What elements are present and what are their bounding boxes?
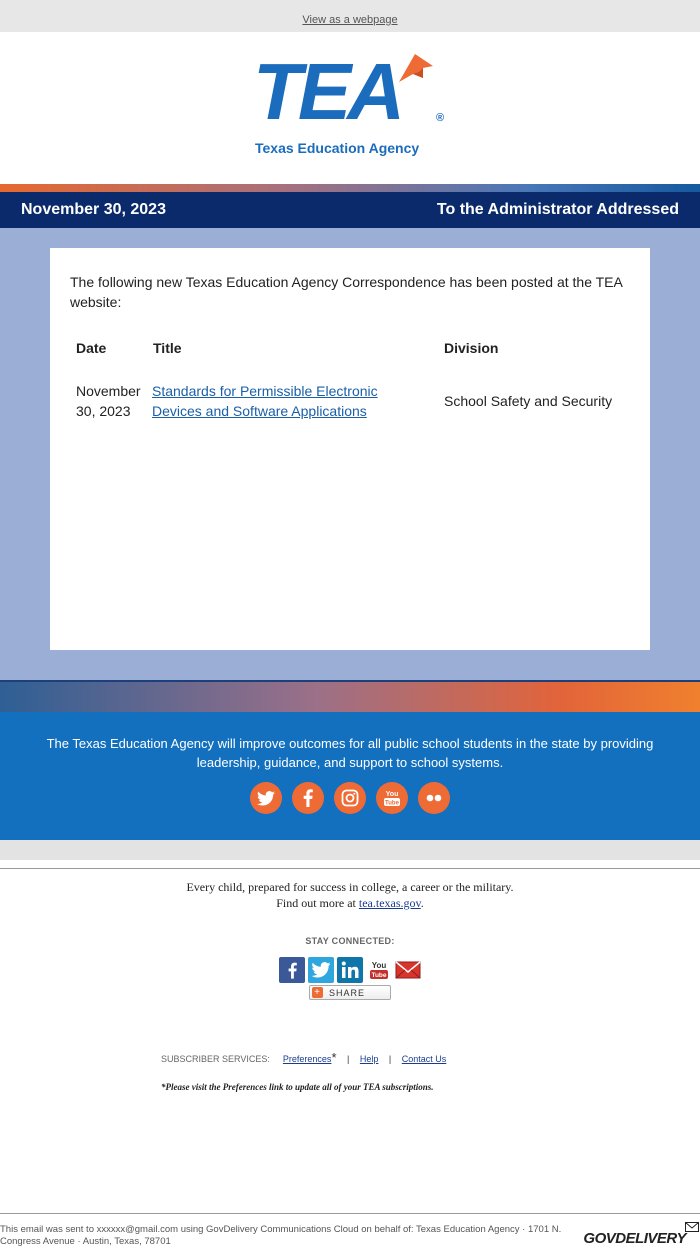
linkedin-icon[interactable] [337, 957, 363, 983]
recipient-text: To the Administrator Addressed [436, 201, 679, 218]
header-division: Division [444, 340, 499, 356]
plus-icon: + [312, 987, 323, 998]
help-link[interactable]: Help [359, 1054, 379, 1064]
find-more-text: Find out more at [276, 896, 359, 910]
facebook-icon[interactable] [279, 957, 305, 983]
view-as-webpage-link[interactable]: View as a webpage [302, 14, 398, 26]
grey-spacer [0, 840, 700, 860]
logo-arrow-icon [393, 48, 437, 88]
logo-letters: TEA [253, 47, 401, 136]
svg-text:Tube: Tube [371, 972, 387, 979]
bottom-divider [0, 1213, 700, 1214]
footer-mission [0, 712, 700, 840]
date-text: November 30, 2023 [21, 201, 166, 218]
row-title [152, 381, 392, 421]
logo-registered-mark: ® [436, 112, 445, 124]
contact-us-link[interactable]: Contact Us [401, 1054, 447, 1064]
preferences-link[interactable]: Preferences [282, 1054, 332, 1064]
instagram-icon[interactable] [334, 782, 366, 814]
facebook-icon[interactable] [292, 782, 324, 814]
find-more-period: . [420, 896, 424, 910]
subscriber-label: SUBSCRIBER SERVICES: [161, 1054, 270, 1064]
tea-website-link[interactable]: tea.texas.gov [358, 896, 421, 910]
email-icon[interactable] [395, 957, 421, 983]
stay-connected-label: STAY CONNECTED: [305, 936, 395, 946]
tagline: Every child, prepared for success in college, a career or the military. [186, 880, 514, 894]
youtube-icon[interactable] [366, 957, 392, 983]
header-title: Title [153, 340, 182, 356]
svg-text:You: You [371, 961, 387, 970]
share-button[interactable] [309, 985, 391, 1000]
svg-text:You: You [385, 791, 399, 798]
twitter-icon[interactable] [250, 782, 282, 814]
row-division: School Safety and Security [444, 393, 613, 409]
intro-text: The following new Texas Education Agency Correspondence has been posted at the TEA website: [70, 274, 623, 310]
content-background [0, 228, 700, 680]
correspondence-card [50, 248, 650, 650]
envelope-icon [685, 1222, 699, 1232]
subscriber-services: SUBSCRIBER SERVICES: Preferences* | Help | Contact Us [161, 1050, 447, 1065]
youtube-icon[interactable] [376, 782, 408, 814]
stay-connected-icons [0, 957, 700, 983]
find-more-line [0, 895, 700, 911]
preferences-asterisk: * [331, 1050, 337, 1065]
mission-text: The Texas Education Agency will improve outcomes for all public school students in the state by providing leadership, guidance, and support to school systems. [46, 736, 654, 770]
row-date: November 30, 2023 [76, 383, 141, 419]
date-bar [0, 192, 700, 228]
header-date: Date [76, 340, 107, 356]
header-logo-area [0, 32, 700, 184]
twitter-icon[interactable] [308, 957, 334, 983]
gradient-band [0, 680, 700, 712]
logo-subtitle: Texas Education Agency [255, 140, 420, 156]
tea-logo[interactable] [253, 48, 453, 160]
preferences-note: *Please visit the Preferences link to update all of your TEA subscriptions. [161, 1082, 434, 1092]
svg-text:Tube: Tube [385, 800, 399, 807]
gradient-strip [0, 184, 700, 192]
flickr-icon[interactable] [418, 782, 450, 814]
share-label: SHARE [329, 987, 366, 998]
email-disclaimer: This email was sent to xxxxxx@gmail.com using GovDelivery Communications Cloud on behalf of: Texas Education Agency · 1701 N. Congress Avenue · Austin, Texas, 78701 [0, 1224, 562, 1247]
govdelivery-section [0, 869, 700, 1000]
top-bar [0, 0, 700, 32]
standards-electronic-devices-link[interactable]: Standards for Permissible Electronic Devices and Software Applications [152, 383, 378, 419]
social-icons [0, 782, 700, 814]
govdelivery-logo[interactable]: GOVDELIVERY [583, 1230, 686, 1247]
